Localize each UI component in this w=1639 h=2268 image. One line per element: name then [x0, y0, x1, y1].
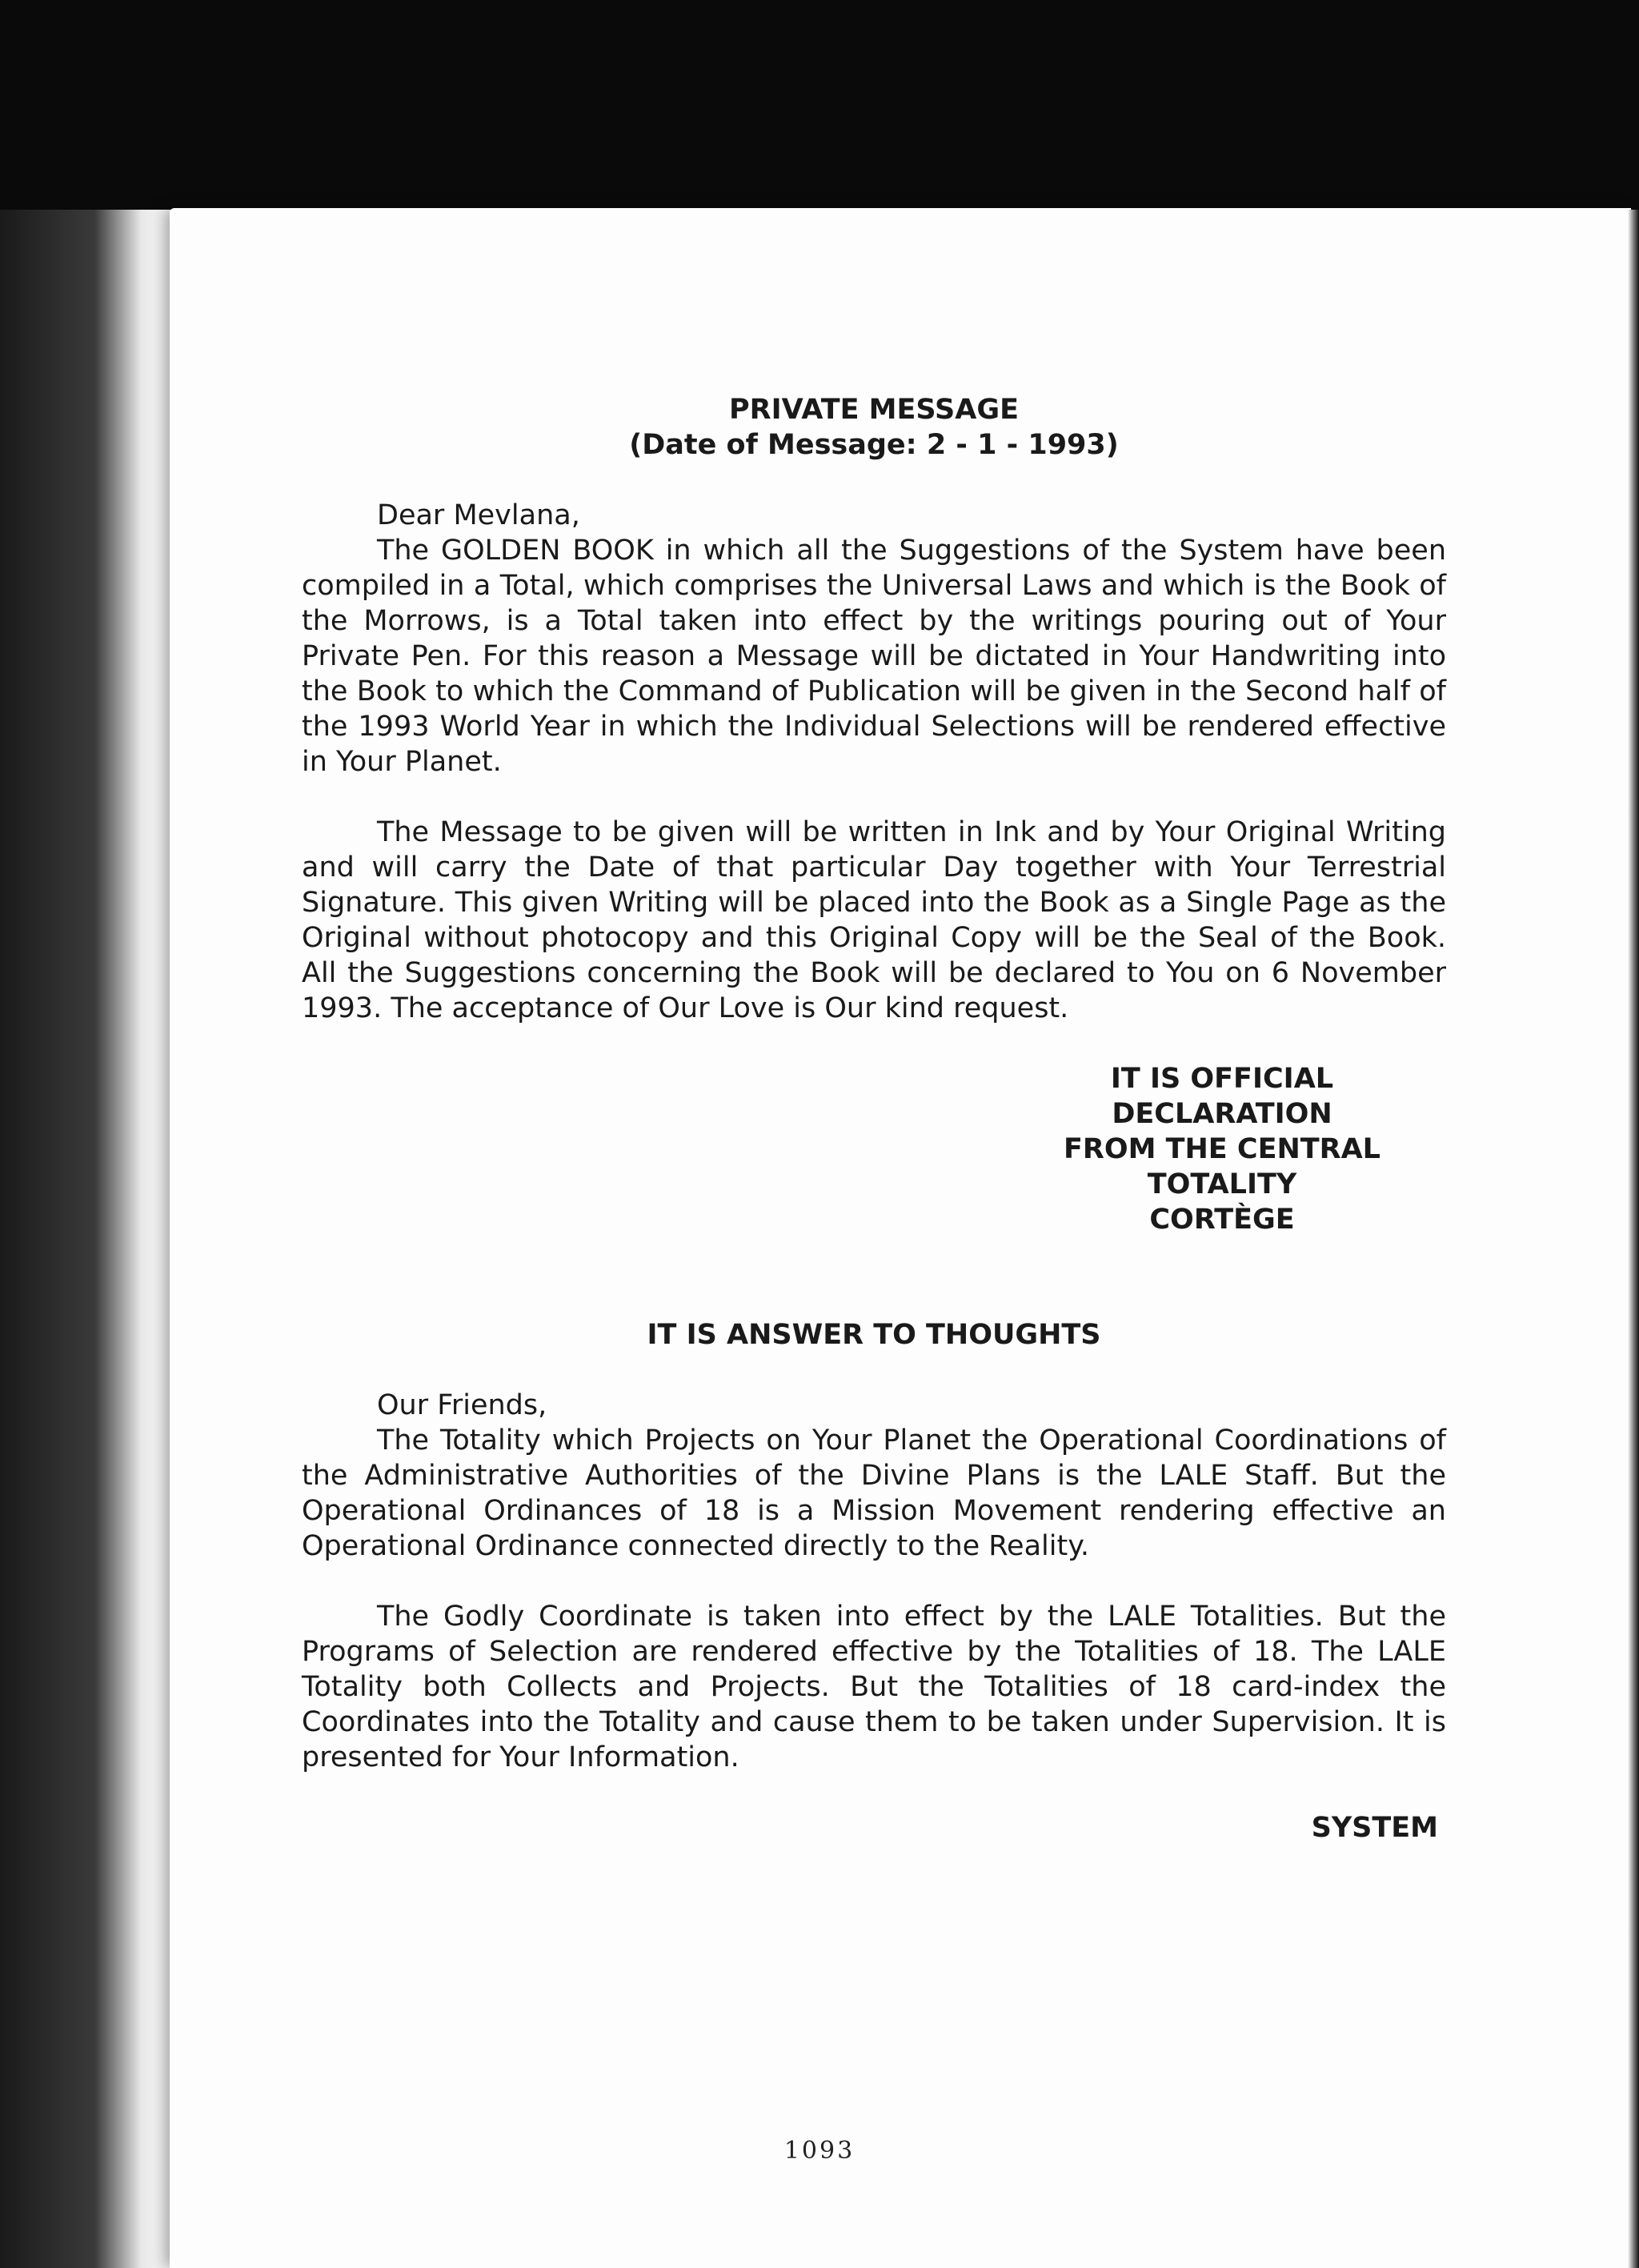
system-signature: SYSTEM: [1311, 1812, 1438, 1844]
paragraph-lale-staff: The Totality which Projects on Your Planet the Operational Coordinations of the Administrative Authorities of the Divine Plans is the LALE Staff. But the Operational Ordinances of 18 is a Mission Movement rendering effective an Operational Ordinance connected directly to the Reality.: [302, 1425, 1446, 1562]
paragraph-golden-book: The GOLDEN BOOK in which all the Suggestions of the System have been compiled in a Total, which comprises the Universal Laws and which is the Book of the Morrows, is a Total taken into effect by the writings pouring out of Your Private Pen. For this reason a Message will be dictated in Your Handwriting into the Book to which the Command of Publication will be given in the Second half of the 1993 World Year in which the Individual Selections will be rendered effective in Your Planet.: [302, 535, 1446, 778]
paragraph-message-ink: The Message to be given will be written in Ink and by Your Original Writing and will carry the Date of that particular Day together with Your Terrestrial Signature. This given Writing will be placed into the Book as a Single Page as the Original without photocopy and this Original Copy will be the Seal of the Book. All the Suggestions concerning the Book will be declared to You on 6 November 1993. The acceptance of Our Love is Our kind request.: [302, 816, 1446, 1024]
message-date: (Date of Message: 2 - 1 - 1993): [629, 429, 1119, 461]
declaration-line: CORTÈGE: [1149, 1204, 1295, 1236]
salutation-friends: Our Friends,: [377, 1389, 547, 1421]
scan-left-shadow: [0, 210, 172, 2268]
declaration-line: FROM THE CENTRAL TOTALITY: [1064, 1133, 1381, 1200]
scan-right-shadow: [1628, 210, 1639, 2268]
scan-top-shadow: [0, 0, 1639, 210]
salutation-mevlana: Dear Mevlana,: [377, 499, 580, 531]
answer-to-thoughts-title: IT IS ANSWER TO THOUGHTS: [647, 1319, 1101, 1351]
declaration-line: IT IS OFFICIAL DECLARATION: [1110, 1063, 1334, 1130]
official-declaration: [1006, 1061, 1438, 1237]
private-message-title: PRIVATE MESSAGE: [729, 394, 1019, 426]
paragraph-godly-coordinate: The Godly Coordinate is taken into effect by the LALE Totalities. But the Programs of Selection are rendered effective by the Totalities of 18. The LALE Totality both Collects and Projects. But the Totalities of 18 card-index the Coordinates into the Totality and cause them to be taken under Supervision. It is presented for Your Information.: [302, 1601, 1446, 1773]
page-number: 1093: [783, 2137, 856, 2165]
document-body: [302, 392, 1446, 1845]
